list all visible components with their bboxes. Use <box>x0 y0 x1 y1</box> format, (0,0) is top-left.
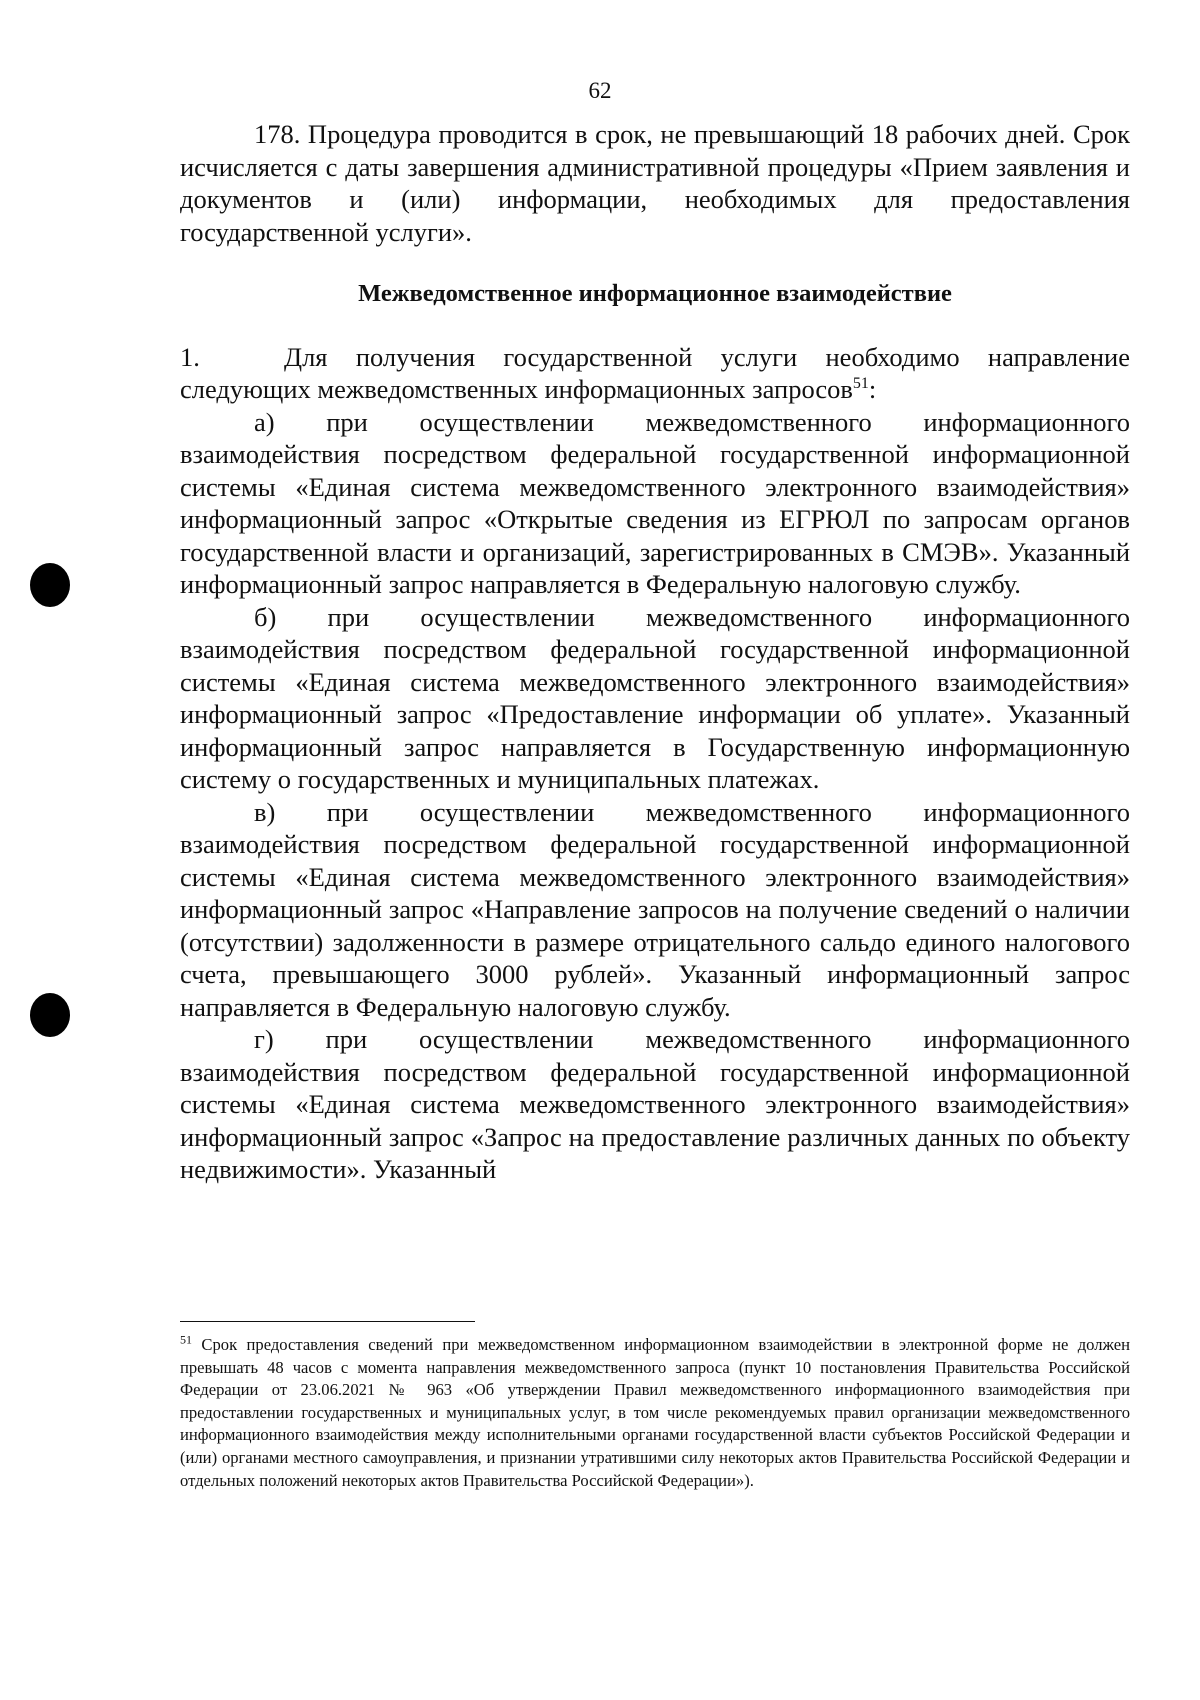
item-number: 1. <box>180 341 200 372</box>
section-heading: Межведомственное информационное взаимодействие <box>358 280 952 307</box>
numbered-item-1 <box>180 341 1130 406</box>
subitem-g: г) при осуществлении межведомственного информационного взаимодействия посредством федеральной государственной информационной системы «Единая система межведомственного электронного взаимодействия» информационный запрос «Запрос на предоставление различных данных по объекту недвижимости». Указанный <box>180 1024 1130 1184</box>
item-tail: : <box>868 374 877 404</box>
item-text: Для получения государственной услуги необходимо направление следующих межведомственных информационных запросов <box>180 341 1130 404</box>
subitem-b: б) при осуществлении межведомственного информационного взаимодействия посредством федеральной государственной информационной системы «Единая система межведомственного электронного взаимодействия» информационный запрос «Предоставление информации об уплате». Указанный информационный запрос направляется в Государственную информационную систему о государственных и муниципальных платежах. <box>180 601 1130 794</box>
footnote-reference[interactable]: 51 <box>852 375 869 393</box>
punch-hole-mark-lower <box>30 993 70 1037</box>
footnote-text: Срок предоставления сведений при межведомственном информационном взаимодействии в электронной форме не должен превышать 48 часов с момента направления межведомственного запроса (пункт 10 постановления Правительства Российской Федерации от 23.06.2021 № 963 «Об утверждении Правил межведомственного информационного взаимодействия при предоставлении государственных и муниципальных услуг, в том числе рекомендуемых правил организации межведомственного информационного взаимодействия между исполнительными органами государственной власти субъектов Российской Федерации и (или) органами местного самоуправления, и признании утратившими силу некоторых актов Правительства Российской Федерации и отдельных положений некоторых актов Правительства Российской Федерации»). <box>180 1335 1131 1490</box>
footnote-number: 51 <box>180 1332 192 1347</box>
paragraph-178: 178. Процедура проводится в срок, не превышающий 18 рабочих дней. Срок исчисляется с даты завершения административной процедуры «Прием заявления и документов и (или) информации, необходимых для предоставления государственной услуги». <box>180 119 1130 247</box>
subitem-v: в) при осуществлении межведомственного информационного взаимодействия посредством федеральной государственной информационной системы «Единая система межведомственного электронного взаимодействия» информационный запрос «Направление запросов на получение сведений о наличии (отсутствии) задолженности в размере отрицательного сальдо единого налогового счета, превышающего 3000 рублей». Указанный информационный запрос направляется в Федеральную налоговую службу. <box>180 796 1130 1022</box>
document-body <box>180 118 1130 1186</box>
punch-hole-mark-upper <box>30 563 70 607</box>
footnote-separator <box>180 1321 475 1322</box>
footnote <box>180 1334 1130 1492</box>
subitem-a: а) при осуществлении межведомственного информационного взаимодействия посредством федеральной государственной информационной системы «Единая система межведомственного электронного взаимодействия» информационный запрос «Открытые сведения из ЕГРЮЛ по запросам органов государственной власти и организаций, зарегистрированных в СМЭВ». Указанный информационный запрос направляется в Федеральную налоговую службу. <box>180 406 1130 599</box>
page-number: 62 <box>588 78 612 103</box>
